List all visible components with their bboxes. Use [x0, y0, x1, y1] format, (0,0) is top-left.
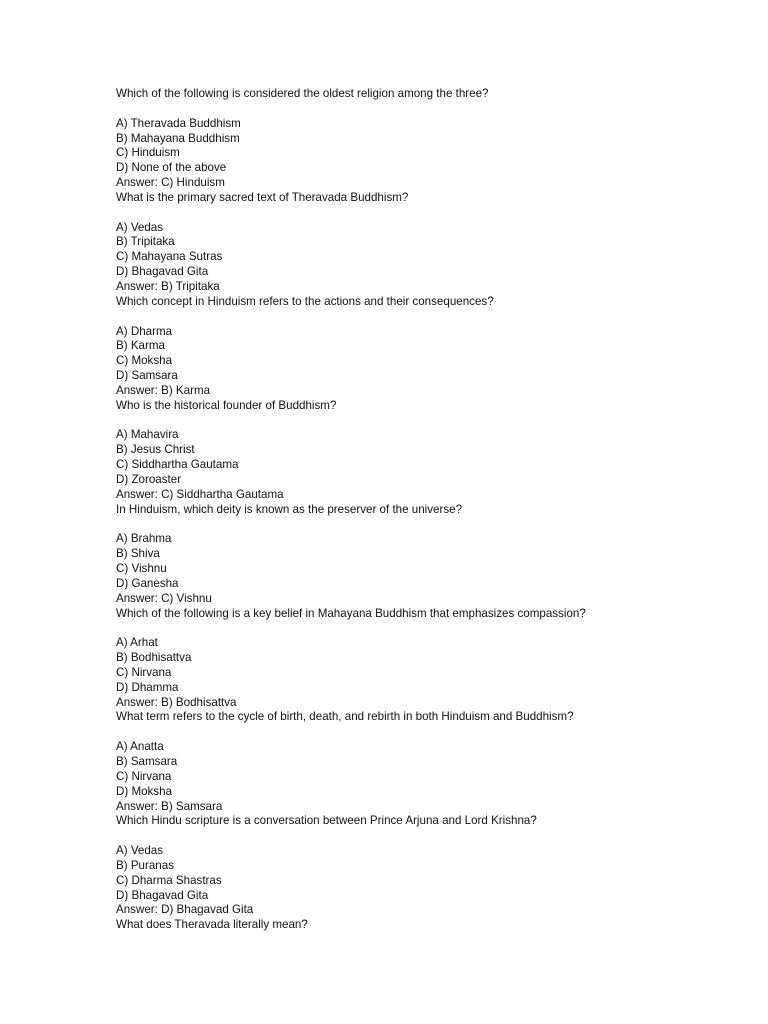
option-b: B) Puranas	[116, 858, 174, 872]
answer-text: Answer: C) Hinduism	[116, 176, 225, 190]
answer-text: Answer: C) Siddhartha Gautama	[116, 487, 284, 501]
option-c: C) Dharma Shastras	[116, 873, 222, 887]
option-b: B) Tripitaka	[116, 235, 175, 249]
option-d: D) None of the above	[116, 161, 227, 175]
question-block	[116, 191, 736, 295]
blank-line	[116, 310, 736, 325]
option-d: D) Bhagavad Gita	[116, 265, 209, 279]
question-text: In Hinduism, which deity is known as the preserver of the universe?	[116, 502, 463, 516]
option-b: B) Mahayana Buddhism	[116, 131, 240, 145]
answer-text: Answer: C) Vishnu	[116, 591, 212, 605]
answer-text: Answer: B) Bodhisattva	[116, 695, 237, 709]
question-text: Which Hindu scripture is a conversation between Prince Arjuna and Lord Krishna?	[116, 814, 537, 828]
question-text: Which concept in Hinduism refers to the actions and their consequences?	[116, 294, 494, 308]
question-text: What term refers to the cycle of birth, death, and rebirth in both Hinduism and Buddhism?	[116, 710, 574, 724]
option-a: A) Dharma	[116, 324, 173, 338]
option-a: A) Arhat	[116, 636, 158, 650]
option-d: D) Ganesha	[116, 576, 179, 590]
option-d: D) Samsara	[116, 369, 178, 383]
option-b: B) Karma	[116, 339, 165, 353]
blank-line	[116, 206, 736, 221]
question-block	[116, 87, 736, 191]
blank-line	[116, 621, 736, 636]
question-text: What is the primary sacred text of Theravada Buddhism?	[116, 190, 409, 204]
answer-text: Answer: B) Karma	[116, 383, 211, 397]
option-a: A) Mahavira	[116, 428, 179, 442]
option-c: C) Vishnu	[116, 562, 167, 575]
option-c: C) Moksha	[116, 354, 173, 368]
answer-text: Answer: B) Samsara	[116, 799, 223, 813]
option-a: A) Vedas	[116, 844, 164, 858]
question-block	[116, 710, 736, 814]
option-b: B) Samsara	[116, 754, 178, 768]
option-a: A) Anatta	[116, 740, 164, 754]
question-block	[116, 503, 736, 607]
answer-text: Answer: B) Tripitaka	[116, 279, 220, 293]
option-d: D) Zoroaster	[116, 472, 182, 486]
blank-line	[116, 725, 736, 740]
option-c: C) Hinduism	[116, 146, 180, 160]
option-b: B) Shiva	[116, 547, 160, 561]
option-b: B) Jesus Christ	[116, 443, 195, 457]
option-b: B) Bodhisattva	[116, 651, 192, 665]
question-text: Who is the historical founder of Buddhism?	[116, 398, 337, 412]
question-block	[116, 814, 736, 918]
option-d: D) Dhamma	[116, 680, 179, 694]
question-block	[116, 607, 736, 711]
blank-line	[116, 102, 736, 117]
blank-line	[116, 517, 736, 532]
question-block	[116, 918, 736, 933]
option-c: C) Siddhartha Gautama	[116, 458, 239, 472]
option-c: C) Mahayana Sutras	[116, 250, 223, 264]
question-text: What does Theravada literally mean?	[116, 918, 308, 932]
answer-text: Answer: D) Bhagavad Gita	[116, 903, 254, 917]
question-text: Which of the following is considered the oldest religion among the three?	[116, 87, 489, 100]
option-a: A) Brahma	[116, 532, 172, 546]
quiz-content	[116, 87, 736, 933]
question-block	[116, 399, 736, 503]
question-text: Which of the following is a key belief in Mahayana Buddhism that emphasizes compassion?	[116, 606, 586, 620]
question-block	[116, 295, 736, 399]
option-c: C) Nirvana	[116, 769, 172, 783]
blank-line	[116, 829, 736, 844]
option-d: D) Moksha	[116, 784, 173, 798]
option-d: D) Bhagavad Gita	[116, 888, 209, 902]
option-c: C) Nirvana	[116, 665, 172, 679]
blank-line	[116, 414, 736, 429]
option-a: A) Theravada Buddhism	[116, 116, 241, 130]
option-a: A) Vedas	[116, 220, 164, 234]
